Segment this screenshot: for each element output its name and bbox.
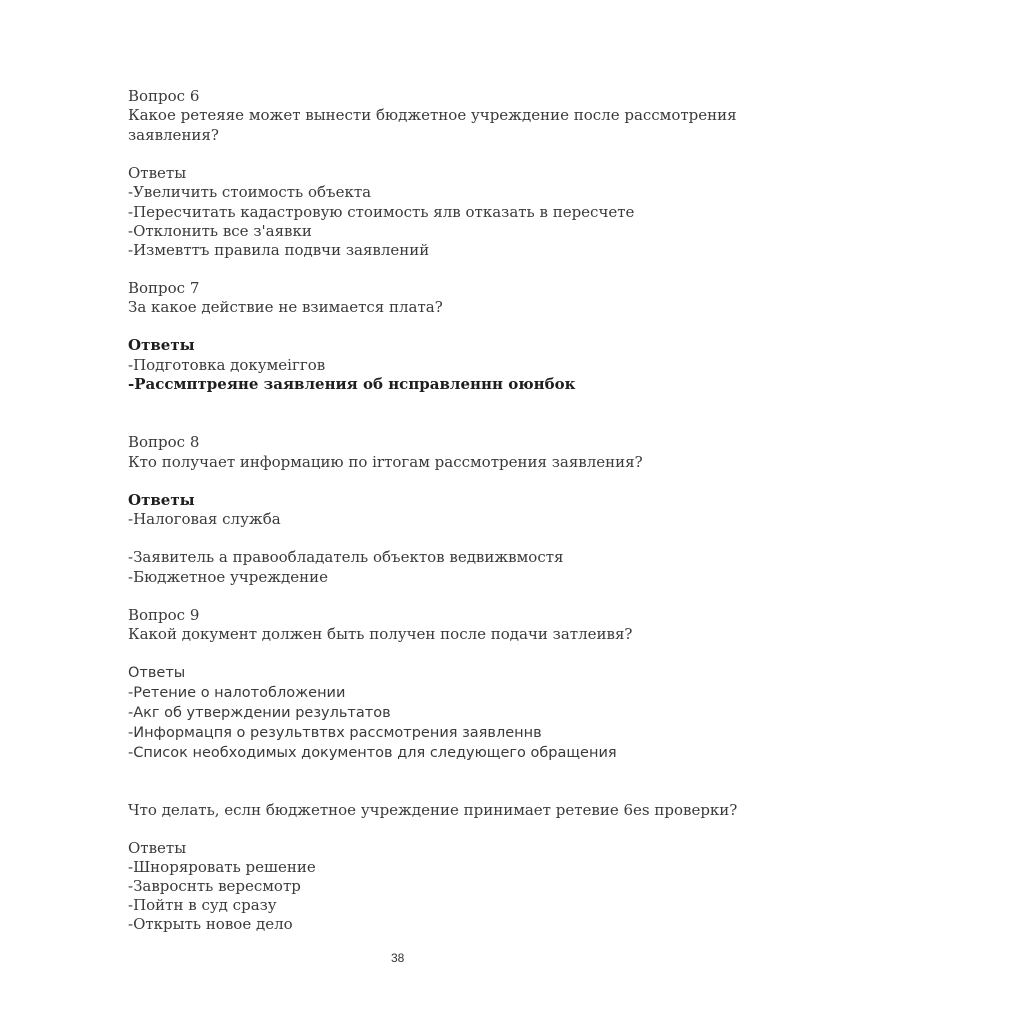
question-10-answer-1: -Шноряровать решение [128, 858, 316, 876]
question-10-answer-2: -Завроснть вересмотр [128, 877, 301, 895]
question-8-text: Кто получает информацию по irтoгaм рассмотрения заявления? [128, 453, 643, 471]
question-6-answer-3: -Отклонить все з'аявки [128, 222, 312, 240]
question-7-title: Вопрос 7 [128, 279, 200, 297]
question-6-answers-heading: Ответы [128, 164, 187, 182]
question-10-text: Что делать, еслн бюджетное учреждение принимает ретевие 6es проверки? [128, 801, 738, 819]
question-8-answer-2: -Заявитель а правообладатель объектов ведвижвмостя [128, 548, 564, 566]
question-6-answer-4: -Измевттъ правила подвчи заявлений [128, 241, 430, 259]
question-9-answer-3: -Информацпя о результвтвх рассмотрения заявленнв [128, 725, 542, 741]
question-9-answers-heading: Ответы [128, 665, 186, 681]
question-9-text: Какой документ должен быть получен после подачи затлеивя? [128, 625, 633, 643]
question-10-answer-4: -Открыть новое дело [128, 915, 293, 933]
question-8-answers-heading: Ответы [128, 491, 195, 509]
question-7-answer-1: -Подготовка докумеiггов [128, 356, 326, 374]
question-8-answer-1: -Налоговая служба [128, 510, 281, 528]
question-7-answer-2: -Рассмптреяне заявления об нсправленнн оюнбок [128, 375, 576, 393]
question-10-answers-heading: Ответы [128, 839, 187, 857]
question-6-title: Вопрос 6 [128, 87, 200, 105]
question-6-text-cont: заявления? [128, 126, 219, 144]
question-9-answer-4: -Список необходимых документов для следующего обращения [128, 745, 617, 761]
question-8-answer-3: -Бюджетное учреждение [128, 568, 329, 586]
question-9-answer-1: -Ретение о налотобложении [128, 685, 346, 701]
question-10-answer-3: -Пойтн в суд сразу [128, 896, 277, 914]
question-7-answers-heading: Ответы [128, 336, 195, 354]
question-8-title: Вопрос 8 [128, 433, 200, 451]
page-number: 38 [391, 951, 405, 965]
question-9-title: Вопрос 9 [128, 606, 200, 624]
question-6-answer-2: -Пересчитать кадастровую стоимость ялв отказать в пересчете [128, 203, 635, 221]
question-9-answer-2: -Акг об утверждении результатов [128, 705, 391, 721]
question-6-answer-1: -Увеличить стоимость объекта [128, 183, 372, 201]
question-7-text: За какое действие не взимается плата? [128, 298, 443, 316]
question-6-text: Какое ретеяяе может вынести бюджетное учреждение после рассмотрения [128, 106, 737, 124]
